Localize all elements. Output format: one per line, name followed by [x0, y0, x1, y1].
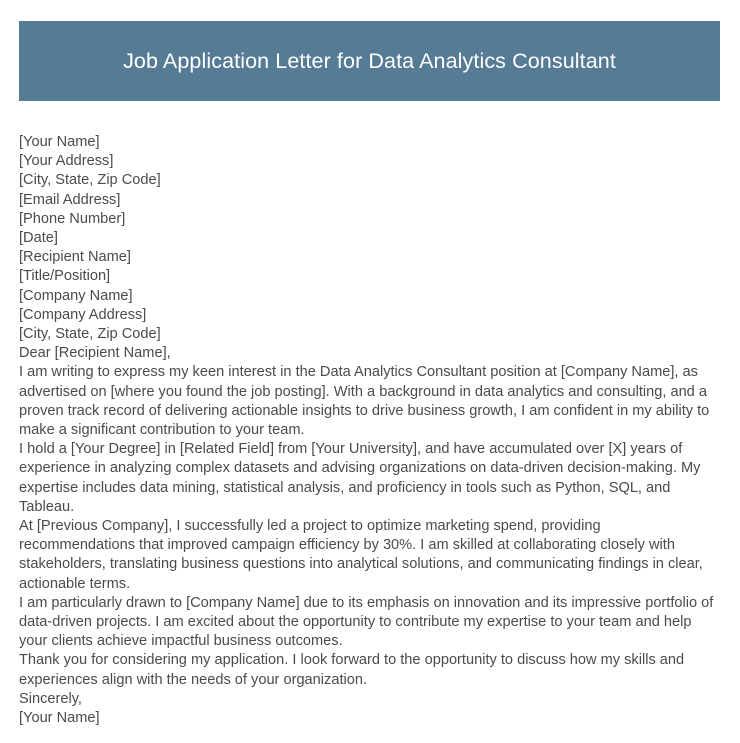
salutation: Dear [Recipient Name], — [19, 345, 171, 362]
page-title: Job Application Letter for Data Analytics Consultant — [123, 49, 616, 73]
recipient-line: [City, State, Zip Code] — [19, 326, 161, 343]
sender-address-block — [19, 133, 717, 248]
recipient-line: [Company Name] — [19, 287, 133, 304]
sender-line: [Date] — [19, 230, 58, 247]
letter-paragraph: I hold a [Your Degree] in [Related Field] from [Your University], and have accumulated over [X] years of experience in analyzing complex datasets and advising organizations on data-driven decision-making. My expertise includes data mining, statistical analysis, and proficiency in tools such as Python, SQL, and Tableau. — [19, 441, 701, 515]
recipient-address-block — [19, 248, 717, 344]
sender-line: [Email Address] — [19, 191, 121, 208]
letter-paragraph: I am writing to express my keen interest in the Data Analytics Consultant position at [Company Name], as advertised on [where you found the job posting]. With a background in data analytics and consulting, and a proven track record of delivering actionable insights to drive business growth, I am confident in my ability to make a significant contribution to your team. — [19, 364, 710, 439]
recipient-line: [Company Address] — [19, 306, 147, 323]
letter-body — [19, 133, 717, 728]
recipient-line: [Recipient Name] — [19, 249, 131, 266]
sender-line: [Your Address] — [19, 153, 114, 170]
signature-name: [Your Name] — [19, 710, 100, 727]
sender-line: [Your Name] — [19, 134, 100, 150]
recipient-line: [Title/Position] — [19, 268, 111, 285]
closing: Sincerely, — [19, 690, 82, 707]
letter-paragraph: At [Previous Company], I successfully led a project to optimize marketing spend, providing recommendations that improved campaign efficiency by 30%. I am skilled at collaborating closely with stakeholders, translating business questions into analytical solutions, and communicating findings in clear, actionable terms. — [19, 518, 703, 592]
sender-line: [Phone Number] — [19, 210, 126, 227]
letter-paragraph: Thank you for considering my application. I look forward to the opportunity to discuss how my skills and experiences align with the needs of your organization. — [19, 652, 685, 688]
letter-header-banner — [19, 21, 720, 101]
letter-paragraph: I am particularly drawn to [Company Name] due to its emphasis on innovation and its impressive portfolio of data-driven projects. I am excited about the opportunity to contribute my expertise to your team and help your clients achieve impactful business outcomes. — [19, 594, 714, 650]
sender-line: [City, State, Zip Code] — [19, 172, 161, 189]
